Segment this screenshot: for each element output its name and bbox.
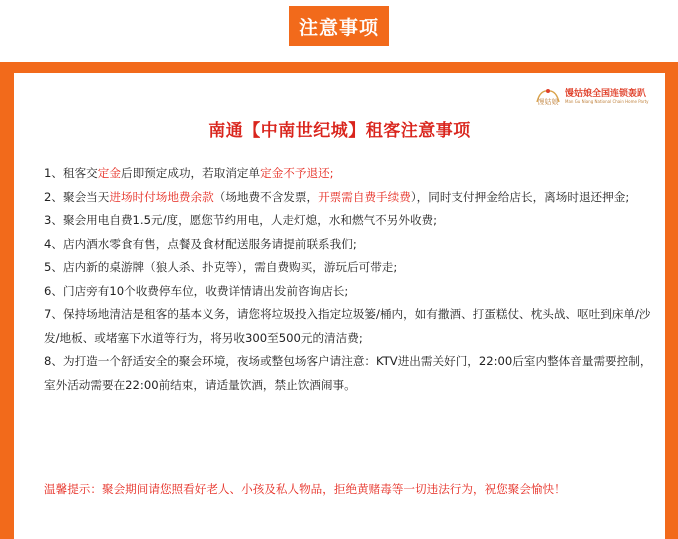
rule-highlight: 进场时付场地费余款 <box>109 189 214 204</box>
rule-text: 4、店内酒水零食有售，点餐及食材配送服务请提前联系我们; <box>44 236 357 251</box>
rule-item <box>44 209 660 233</box>
rule-text: ），同时支付押金给店长，离场时退还押金; <box>410 189 630 204</box>
rule-highlight: 定金 <box>97 166 121 180</box>
rule-item <box>44 186 660 210</box>
brand-logo-name: 馒姑娘全国连锁轰趴 <box>565 89 647 99</box>
notice-title: 南通【中南世纪城】租客注意事项 <box>208 121 471 141</box>
rule-item <box>44 350 660 397</box>
rule-text: 8、为打造一个舒适安全的聚会环境，夜场或整包场客户请注意：KTV进出需关好门，22:00后室内整体音量需要控制，室外活动需要在22:00前结束，请适量饮酒，禁止饮酒闹事。 <box>44 354 652 392</box>
rule-text: 1、租客交 <box>44 166 98 180</box>
rule-text: 3、聚会用电自费1.5元/度，愿您节约用电，人走灯熄，水和燃气不另外收费; <box>44 213 438 227</box>
rule-item <box>44 303 660 350</box>
rule-text: 7、保持场地清洁是租客的基本义务，请您将垃圾投入指定垃圾篓/桶内，如有撒酒、打蛋糕仗、枕头战、呕吐到床单/沙发/地板、或堵塞下水道等行为，将另收300至500元的清洁费; <box>44 307 651 345</box>
rule-text: 2、聚会当天 <box>44 189 110 204</box>
rule-item <box>44 256 660 280</box>
rule-text: 5、店内新的桌游牌（狼人杀、扑克等），需自费购买，游玩后可带走; <box>44 260 398 274</box>
brand-logo-sub: Man Gu Niang National Chain Home Party <box>565 99 649 104</box>
rule-text: （场地费不含发票， <box>213 189 319 204</box>
rule-highlight: 定金不予退还; <box>260 166 334 180</box>
rule-item <box>44 280 660 304</box>
rules-list <box>44 162 660 397</box>
header-title: 注意事项 <box>298 16 379 39</box>
rule-item <box>44 233 660 257</box>
rule-highlight: 开票需自费手续费 <box>318 189 411 204</box>
brand-logo <box>534 86 656 108</box>
rule-item <box>44 162 660 186</box>
rule-text: 后即预定成功，若取消定单 <box>120 166 261 180</box>
warm-tip: 温馨提示：聚会期间请您照看好老人、小孩及私人物品，拒绝黄赌毒等一切违法行为，祝您聚会愉快！ <box>44 482 566 496</box>
rule-text: 6、门店旁有10个收费停车位，收费详情请出发前咨询店长; <box>44 283 349 298</box>
header-badge <box>289 6 389 46</box>
brand-logo-icon <box>534 86 562 108</box>
brand-logo-mark-text: 馒姑娘 <box>537 98 559 106</box>
